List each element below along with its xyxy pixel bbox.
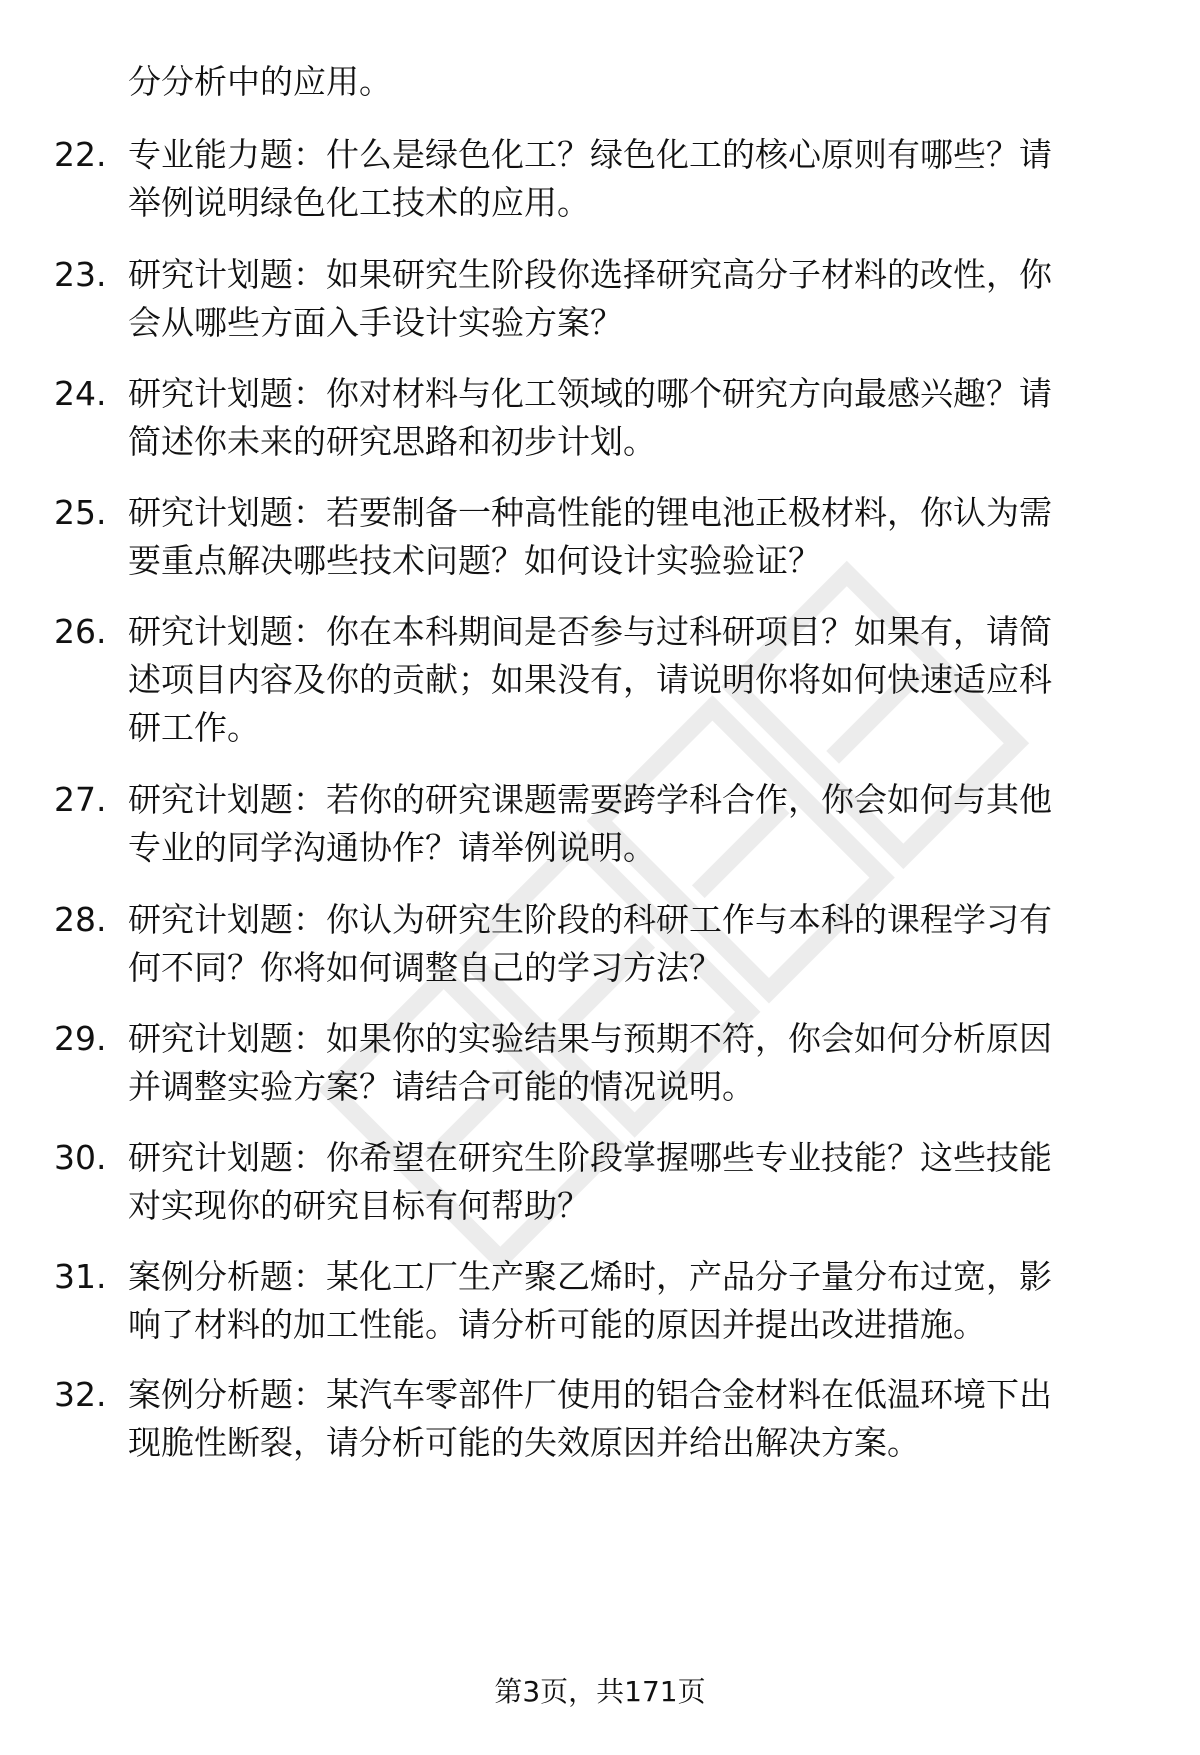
question-text-line: 会从哪些方面入手设计实验方案？ bbox=[128, 303, 623, 342]
question-text-line: 专业的同学沟通协作？请举例说明。 bbox=[128, 828, 656, 867]
question-text-line: 并调整实验方案？请结合可能的情况说明。 bbox=[128, 1067, 755, 1106]
question-text-line: 案例分析题：某化工厂生产聚乙烯时，产品分子量分布过宽，影 bbox=[128, 1257, 1052, 1296]
question-text bbox=[128, 1134, 1148, 1230]
question-number: 25. bbox=[54, 493, 107, 532]
question-number: 29. bbox=[54, 1019, 107, 1058]
question-number: 31. bbox=[54, 1257, 107, 1296]
question-number: 30. bbox=[54, 1138, 107, 1177]
question-text-line: 研究计划题：若你的研究课题需要跨学科合作，你会如何与其他 bbox=[128, 780, 1052, 819]
continuation-text: 分分析中的应用。 bbox=[128, 62, 392, 101]
question-text-line: 专业能力题：什么是绿色化工？绿色化工的核心原则有哪些？请 bbox=[128, 135, 1052, 174]
question-text-line: 研究计划题：若要制备一种高性能的锂电池正极材料，你认为需 bbox=[128, 493, 1052, 532]
question-text-line: 对实现你的研究目标有何帮助？ bbox=[128, 1186, 590, 1225]
question-text-line: 研究计划题：你认为研究生阶段的科研工作与本科的课程学习有 bbox=[128, 900, 1052, 939]
question-number: 22. bbox=[54, 135, 107, 174]
question-number: 28. bbox=[54, 900, 107, 939]
question-text-line: 研究计划题：你对材料与化工领域的哪个研究方向最感兴趣？请 bbox=[128, 374, 1052, 413]
question-number: 27. bbox=[54, 780, 107, 819]
question-text-line: 案例分析题：某汽车零部件厂使用的铝合金材料在低温环境下出 bbox=[128, 1375, 1052, 1414]
question-text bbox=[128, 1371, 1148, 1467]
question-text-line: 现脆性断裂，请分析可能的失效原因并给出解决方案。 bbox=[128, 1423, 920, 1462]
question-text bbox=[128, 1253, 1148, 1349]
question-text-line: 举例说明绿色化工技术的应用。 bbox=[128, 183, 590, 222]
question-text bbox=[128, 608, 1148, 752]
question-text bbox=[128, 896, 1148, 992]
question-text-line: 简述你未来的研究思路和初步计划。 bbox=[128, 422, 656, 461]
question-text-line: 何不同？你将如何调整自己的学习方法？ bbox=[128, 948, 722, 987]
question-number: 26. bbox=[54, 612, 107, 651]
question-text bbox=[128, 370, 1148, 466]
page-footer: 第3页，共171页 bbox=[494, 1675, 706, 1708]
question-text-line: 研究计划题：你在本科期间是否参与过科研项目？如果有，请简 bbox=[128, 612, 1052, 651]
question-text bbox=[128, 1015, 1148, 1111]
question-text-line: 研究计划题：如果研究生阶段你选择研究高分子材料的改性，你 bbox=[128, 255, 1052, 294]
question-text-line: 研究计划题：你希望在研究生阶段掌握哪些专业技能？这些技能 bbox=[128, 1138, 1052, 1177]
question-text-line: 研究计划题：如果你的实验结果与预期不符，你会如何分析原因 bbox=[128, 1019, 1052, 1058]
question-text bbox=[128, 251, 1148, 347]
question-number: 24. bbox=[54, 374, 107, 413]
question-text-line: 要重点解决哪些技术问题？如何设计实验验证？ bbox=[128, 541, 821, 580]
question-text bbox=[128, 489, 1148, 585]
question-number: 23. bbox=[54, 255, 107, 294]
question-text-line: 研工作。 bbox=[128, 708, 260, 747]
question-text bbox=[128, 131, 1148, 227]
question-text-line: 述项目内容及你的贡献；如果没有，请说明你将如何快速适应科 bbox=[128, 660, 1052, 699]
question-text bbox=[128, 776, 1148, 872]
question-text-line: 响了材料的加工性能。请分析可能的原因并提出改进措施。 bbox=[128, 1305, 986, 1344]
question-number: 32. bbox=[54, 1375, 107, 1414]
